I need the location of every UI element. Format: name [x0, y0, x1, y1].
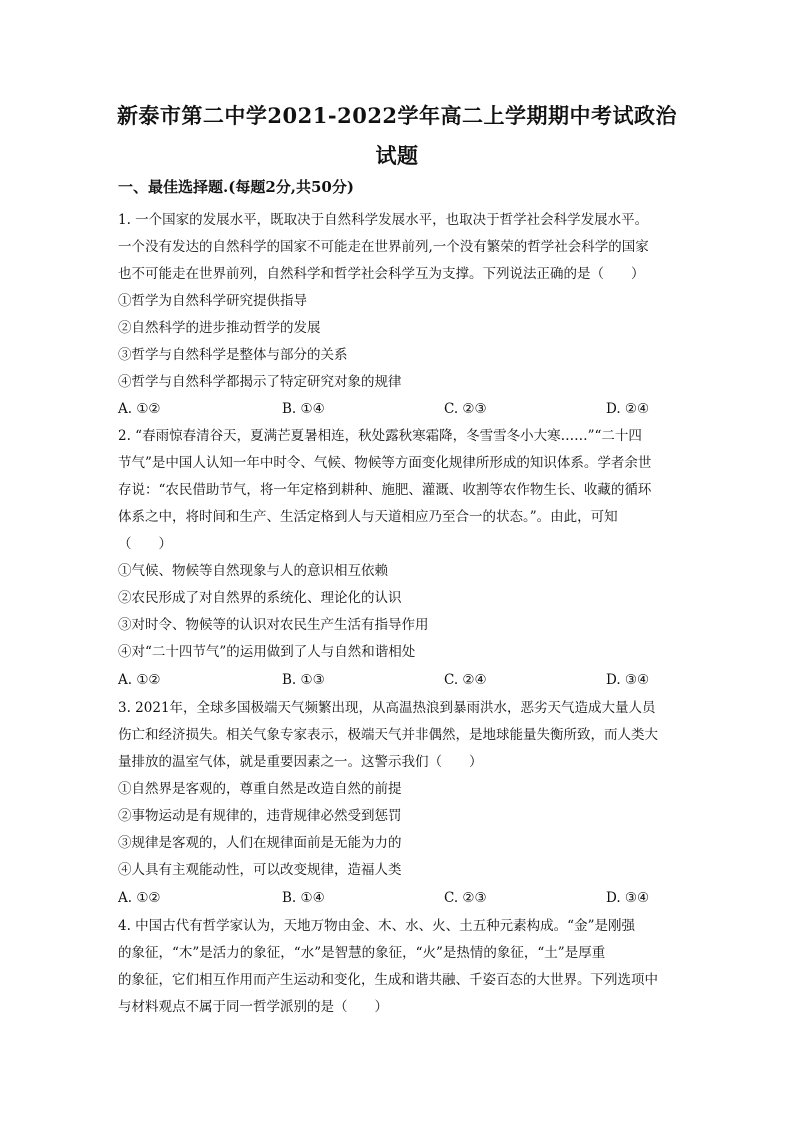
q2-answer-bracket: （ ）	[118, 536, 172, 552]
q4-line: 4. 中国古代有哲学家认为，天地万物由金、木、水、火、土五种元素构成。“金”是刚强	[118, 918, 635, 934]
q2-option-b: B. ①③	[282, 672, 325, 688]
q1-option-b: B. ①④	[282, 401, 325, 417]
q2-statement: ③对时令、物候等的认识对农民生产生活有指导作用	[118, 617, 429, 633]
q1-statement: ③哲学与自然科学是整体与部分的关系	[118, 347, 348, 363]
q1-line: 1. 一个国家的发展水平，既取决于自然科学发展水平，也取决于哲学社会科学发展水平。	[118, 212, 649, 228]
q3-statement: ③规律是客观的，人们在规律面前是无能为力的	[118, 835, 402, 851]
q1-line: 也不可能走在世界前列，自然科学和哲学社会科学互为支撑。下列说法正确的是（ ）	[118, 266, 645, 282]
q3-statement: ②事物运动是有规律的，违背规律必然受到惩罚	[118, 808, 402, 824]
q3-option-d: D. ③④	[606, 890, 650, 906]
q2-statement: ①气候、物候等自然现象与人的意识相互依赖	[118, 563, 388, 579]
section-heading: 一、最佳选择题.(每题2分,共50分)	[118, 178, 354, 196]
q1-line: 一个没有发达的自然科学的国家不可能走在世界前列,一个没有繁荣的哲学社会科学的国家	[118, 239, 649, 255]
q3-line: 伤亡和经济损失。相关气象专家表示，极端天气并非偶然，是地球能量失衡所致，而人类大	[118, 727, 658, 743]
q1-options	[118, 399, 678, 419]
q2-line: 存说：“农民借助节气，将一年定格到耕种、施肥、灌溉、收割等农作物生长、收藏的循环	[118, 482, 652, 498]
q2-line: 体系之中，将时间和生产、生活定格到人与天道相应乃至合一的状态。”。由此，可知	[118, 509, 618, 525]
q4-line: 的象征，它们相互作用而产生运动和变化，生成和谐共融、千姿百态的大世界。下列选项中	[118, 972, 658, 988]
q2-statement: ④对“二十四节气”的运用做到了人与自然和谐相处	[118, 644, 416, 660]
q3-line: 3. 2021年，全球多国极端天气频繁出现，从高温热浪到暴雨洪水，恶劣天气造成大量人员	[118, 700, 656, 716]
q1-statement: ④哲学与自然科学都揭示了特定研究对象的规律	[118, 374, 402, 390]
q3-line: 量排放的温室气体，就是重要因素之一。这警示我们（ ）	[118, 754, 483, 770]
q3-statement: ①自然界是客观的，尊重自然是改造自然的前提	[118, 781, 402, 797]
q3-option-a: A. ①②	[118, 890, 161, 906]
q3-statement: ④人具有主观能动性，可以改变规律，造福人类	[118, 862, 402, 878]
q3-options	[118, 888, 678, 908]
q1-option-d: D. ②④	[606, 401, 650, 417]
q2-option-a: A. ①②	[118, 672, 161, 688]
q2-option-d: D. ③④	[606, 672, 650, 688]
q3-option-c: C. ②③	[444, 890, 487, 906]
q1-option-a: A. ①②	[118, 401, 161, 417]
q2-option-c: C. ②④	[444, 672, 487, 688]
q1-statement: ②自然科学的进步推动哲学的发展	[118, 320, 321, 336]
q4-line: 的象征，“木”是活力的象征，“水”是智慧的象征，“火”是热情的象征，“土”是厚重	[118, 945, 606, 961]
q1-option-c: C. ②③	[444, 401, 487, 417]
q2-line: 节气”是中国人认知一年中时令、气候、物候等方面变化规律所形成的知识体系。学者余世	[118, 455, 652, 471]
q2-options	[118, 670, 678, 690]
q4-line: 与材料观点不属于同一哲学派别的是（ ）	[118, 999, 388, 1015]
q3-option-b: B. ①④	[282, 890, 325, 906]
q2-line: 2. “春雨惊春清谷天，夏满芒夏暑相连，秋处露秋寒霜降，冬雪雪冬小大寒……”“二十四	[118, 428, 642, 444]
q2-statement: ②农民形成了对自然界的系统化、理论化的认识	[118, 590, 402, 606]
exam-title: 新泰市第二中学2021-2022学年高二上学期期中考试政治试题	[116, 103, 678, 168]
q1-statement: ①哲学为自然科学研究提供指导	[118, 293, 307, 309]
